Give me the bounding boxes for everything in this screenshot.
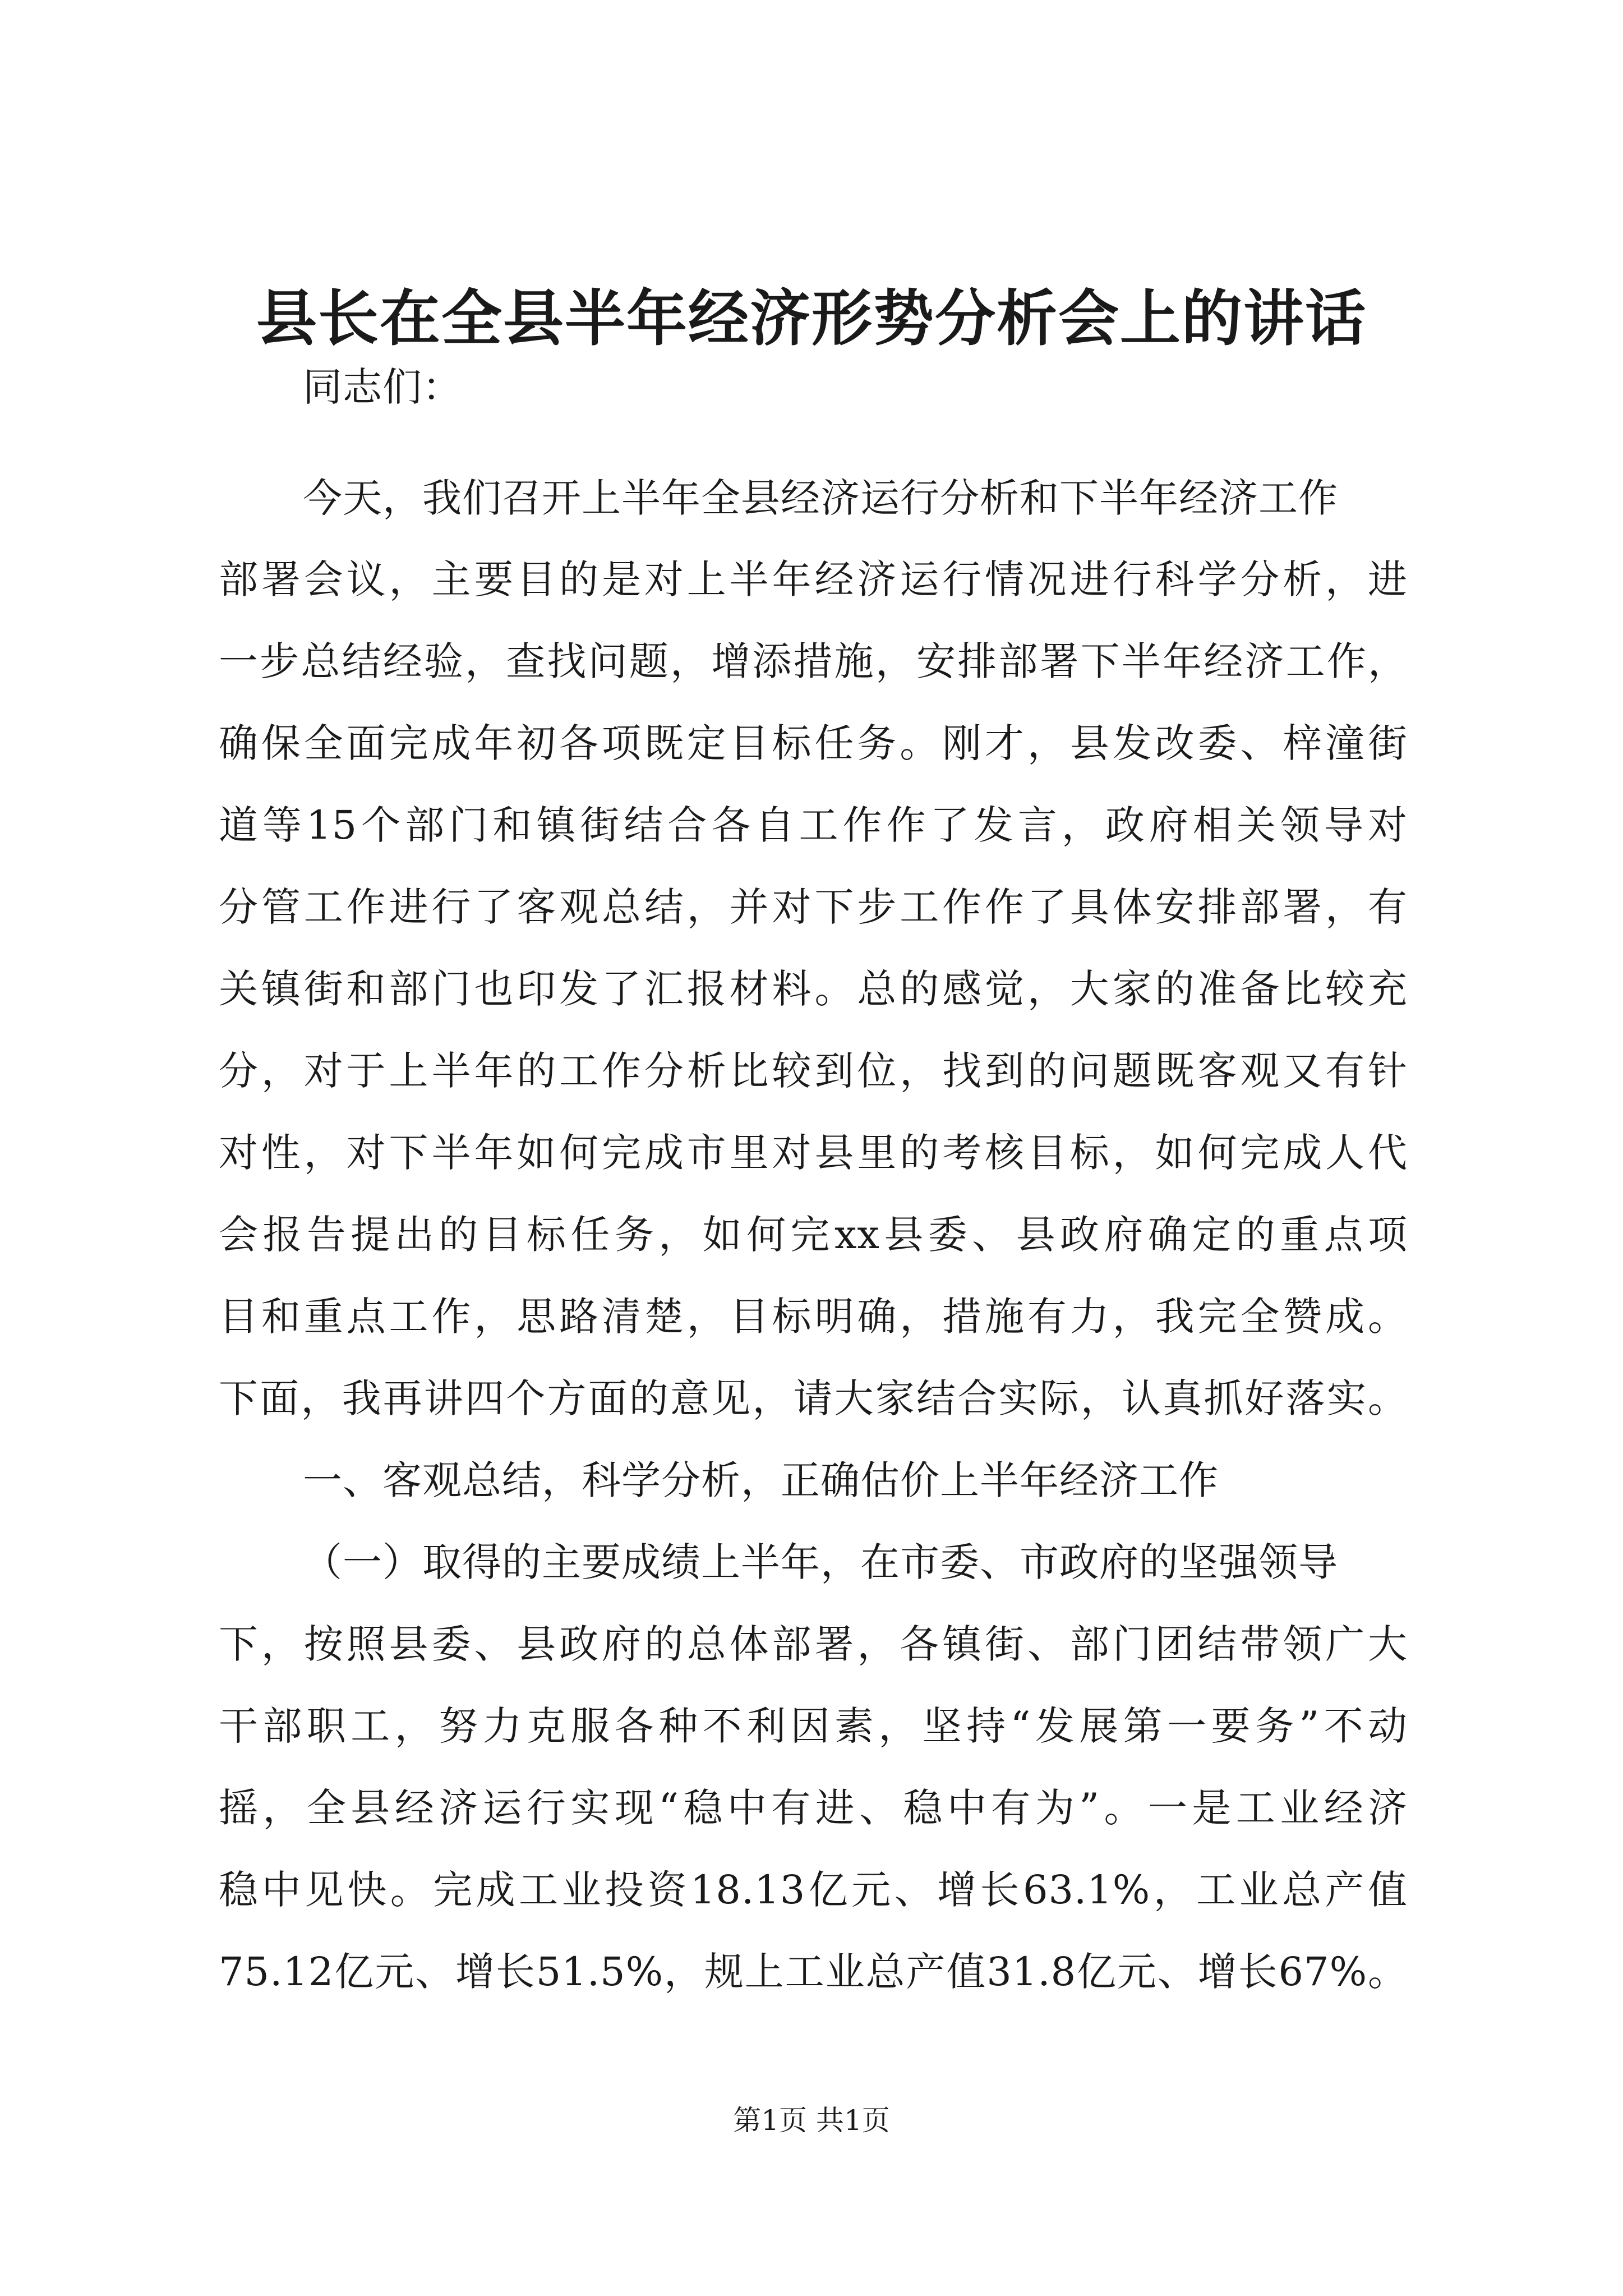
paragraph-line: 分管工作进行了客观总结，并对下步工作作了具体安排部署，有: [219, 884, 1408, 930]
paragraph-line: 关镇街和部门也印发了汇报材料。总的感觉，大家的准备比较充: [219, 966, 1408, 1012]
page-footer: 第1页 共1页: [733, 2104, 890, 2137]
salutation: 同志们：: [303, 364, 462, 410]
paragraph-line: 下，按照县委、县政府的总体部署，各镇街、部门团结带领广大: [219, 1621, 1408, 1667]
document-title: 县长在全县半年经济形势分析会上的讲话: [256, 283, 1367, 354]
paragraph-line: 今天，我们召开上半年全县经济运行分析和下半年经济工作: [303, 475, 1338, 521]
paragraph-line: 目和重点工作，思路清楚，目标明确，措施有力，我完全赞成。: [219, 1294, 1408, 1340]
paragraph-line: （一）取得的主要成绩上半年，在市委、市政府的坚强领导: [303, 1539, 1338, 1585]
paragraph-line: 摇，全县经济运行实现“稳中有进、稳中有为”。一是工业经济: [219, 1785, 1408, 1831]
paragraph-line: 稳中见快。完成工业投资18.13亿元、增长63.1%，工业总产值: [219, 1867, 1408, 1913]
paragraph-line: 干部职工，努力克服各种不利因素，坚持“发展第一要务”不动: [219, 1703, 1408, 1749]
section-heading: 一、客观总结，科学分析，正确估价上半年经济工作: [303, 1457, 1219, 1503]
paragraph-line: 75.12亿元、增长51.5%，规上工业总产值31.8亿元、增长67%。: [219, 1949, 1408, 1995]
paragraph-line: 分，对于上半年的工作分析比较到位，找到的问题既客观又有针: [219, 1048, 1408, 1094]
paragraph-line: 道等15个部门和镇街结合各自工作作了发言，政府相关领导对: [219, 802, 1408, 848]
paragraph-line: 对性，对下半年如何完成市里对县里的考核目标，如何完成人代: [219, 1130, 1408, 1176]
paragraph-line: 部署会议，主要目的是对上半年经济运行情况进行科学分析，进: [219, 556, 1408, 602]
paragraph-line: 一步总结经验，查找问题，增添措施，安排部署下半年经济工作，: [219, 638, 1408, 684]
paragraph-line: 下面，我再讲四个方面的意见，请大家结合实际，认真抓好落实。: [219, 1375, 1408, 1421]
paragraph-line: 确保全面完成年初各项既定目标任务。刚才，县发改委、梓潼街: [219, 720, 1408, 766]
paragraph-line: 会报告提出的目标任务，如何完xx县委、县政府确定的重点项: [219, 1212, 1408, 1258]
